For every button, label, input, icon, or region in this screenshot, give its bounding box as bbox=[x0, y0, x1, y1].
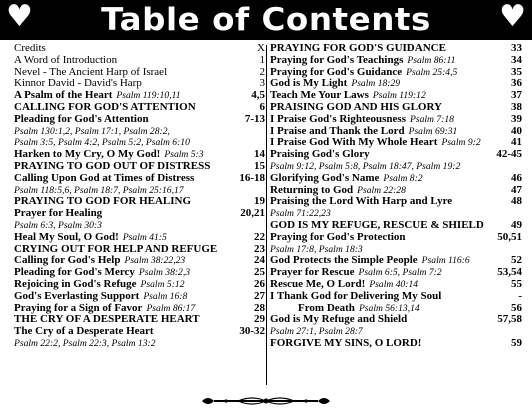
toc-entry bbox=[14, 173, 265, 185]
toc-entry-ref: Psalm 6:5, Psalm 7:2 bbox=[358, 267, 442, 279]
toc-entry-title bbox=[14, 173, 194, 185]
toc-entry bbox=[270, 196, 522, 208]
toc-entry-text: God is My Refuge and Shield bbox=[270, 313, 408, 326]
toc-page-number: 30-32 bbox=[239, 325, 265, 338]
toc-entry-text: Psalm 130:1,2, Psalm 17:1, Psalm 28:2, bbox=[14, 125, 170, 137]
toc-entry-text: I Praise and Thank the Lord bbox=[270, 124, 405, 137]
toc-entry-text: A Word of Introduction bbox=[14, 53, 118, 66]
toc-entry-text: PRAISING GOD AND HIS GLORY bbox=[270, 100, 442, 113]
toc-entry-text: Psalm 27:1, Psalm 28:7 bbox=[270, 326, 363, 338]
toc-entry-text: Psalm 9:12, Psalm 5:8, Psalm 18:47, Psalm 19:2 bbox=[270, 160, 461, 172]
toc-psalm-refs bbox=[14, 126, 265, 138]
toc-entry-text: I Thank God for Delivering My Soul bbox=[270, 289, 442, 302]
toc-entry-text: I Praise God With My Whole Heart bbox=[270, 136, 438, 149]
toc-entry-text: Glorifying God's Name bbox=[270, 171, 380, 184]
toc-page-number: 46 bbox=[511, 171, 522, 184]
toc-psalm-refs bbox=[14, 338, 265, 350]
toc-entry-title bbox=[14, 114, 149, 126]
toc-entry-ref: Psalm 116:6 bbox=[421, 255, 470, 267]
toc-entry-text: Pleading for God's Attention bbox=[14, 112, 149, 125]
toc-page-number: 22 bbox=[254, 230, 265, 243]
toc-right-column bbox=[270, 43, 522, 350]
page-header bbox=[0, 0, 532, 40]
toc-entry-text: Praying for God's Protection bbox=[270, 230, 406, 243]
toc-entry-text: PRAYING TO GOD FOR HEALING bbox=[14, 195, 192, 208]
toc-page-number: 2 bbox=[259, 65, 265, 78]
toc-page-number: 42-45 bbox=[496, 148, 522, 161]
toc-entry-text: PRAYING FOR GOD'S GUIDANCE bbox=[270, 42, 446, 54]
toc-entry-text: Teach Me Your Laws bbox=[270, 89, 369, 102]
toc-page-number: 47 bbox=[511, 183, 522, 196]
toc-page-number: 1 bbox=[259, 53, 265, 66]
toc-page-number: 29 bbox=[254, 313, 265, 326]
toc-page-number: 39 bbox=[511, 112, 522, 125]
toc-page-number: 15 bbox=[254, 159, 265, 172]
toc-entry-ref: Psalm 41:5 bbox=[122, 231, 167, 243]
toc-section-heading bbox=[270, 338, 522, 350]
toc-entry-text: Praying for a Sign of Favor bbox=[14, 301, 143, 314]
toc-page-number: 20,21 bbox=[240, 207, 265, 220]
toc-page-number: 25 bbox=[254, 266, 265, 279]
toc-entry bbox=[270, 149, 522, 161]
toc-entry-ref: Psalm 69:31 bbox=[408, 125, 458, 137]
toc-page-number: 52 bbox=[511, 254, 522, 267]
toc-entry-ref: Psalm 22:28 bbox=[357, 184, 406, 196]
toc-page-number: 38 bbox=[511, 100, 522, 113]
toc-entry-text: Kinnor David - David's Harp bbox=[14, 77, 142, 90]
toc-page-number: 59 bbox=[511, 336, 522, 349]
toc-page-number: X bbox=[257, 42, 265, 54]
toc-entry-ref: Psalm 38:22,23 bbox=[124, 255, 186, 267]
toc-entry-text: Psalm 71:22,23 bbox=[270, 208, 331, 220]
toc-entry-text: Prayer for Rescue bbox=[270, 266, 355, 279]
toc-page-number: 41 bbox=[511, 136, 522, 149]
toc-page-number: 48 bbox=[511, 195, 522, 208]
toc-entry-title bbox=[14, 326, 154, 338]
toc-entry-text: From Death bbox=[298, 301, 355, 314]
toc-page-number: 50,51 bbox=[497, 230, 522, 243]
toc-entry-text: Rejoicing in God's Refuge bbox=[14, 277, 137, 290]
toc-entry-text: GOD IS MY REFUGE, RESCUE & SHIELD bbox=[270, 218, 484, 231]
toc-entry-text: Psalm 118:5,6, Psalm 18:7, Psalm 25:16,17 bbox=[14, 184, 184, 196]
toc-entry-ref: Psalm 38:2,3 bbox=[138, 267, 191, 279]
toc-entry-title bbox=[270, 149, 370, 161]
toc-entry bbox=[14, 326, 265, 338]
toc-entry-text: God Protects the Simple People bbox=[270, 254, 418, 267]
toc-page-number: 26 bbox=[254, 277, 265, 290]
toc-entry-ref: Psalm 8:2 bbox=[383, 172, 423, 184]
toc-entry-ref: Psalm 7:18 bbox=[410, 113, 454, 125]
toc-entry-text: Psalm 6:3, Psalm 30:3 bbox=[14, 219, 102, 231]
toc-entry-ref: Psalm 16:8 bbox=[143, 290, 188, 302]
toc-entry-text: PRAYING TO GOD OUT OF DISTRESS bbox=[14, 159, 211, 172]
toc-entry-text: I Praise God's Righteousness bbox=[270, 112, 406, 125]
toc-page-number: 35 bbox=[511, 65, 522, 78]
toc-entry-text: Nevel - The Ancient Harp of Israel bbox=[14, 65, 168, 78]
toc-page-number: 53,54 bbox=[497, 266, 522, 279]
toc-page-number: 19 bbox=[254, 195, 265, 208]
toc-entry bbox=[14, 114, 265, 126]
toc-entry-text: Prayer for Healing bbox=[14, 207, 103, 220]
toc-entry-title bbox=[14, 126, 170, 138]
toc-entry-text: Heal My Soul, O God! bbox=[14, 230, 119, 243]
toc-page-number: 49 bbox=[511, 218, 522, 231]
toc-entry-title bbox=[270, 314, 407, 326]
toc-page-number: 33 bbox=[511, 42, 522, 54]
toc-entry-text: Harken to My Cry, O My God! bbox=[14, 148, 161, 161]
toc-entry-text: CALLING FOR GOD'S ATTENTION bbox=[14, 100, 196, 113]
toc-entry-ref: Psalm 86:11 bbox=[407, 54, 456, 66]
toc-entry-title bbox=[270, 232, 406, 244]
toc-entry bbox=[14, 208, 265, 220]
toc-entry-text: Calling Upon God at Times of Distress bbox=[14, 171, 195, 184]
toc-entry-title bbox=[270, 338, 421, 350]
toc-entry-text: Returning to God bbox=[270, 183, 354, 196]
toc-entry-text: Psalm 22:2, Psalm 22:3, Psalm 13:2 bbox=[14, 337, 156, 349]
toc-entry-text: FORGIVE MY SINS, O LORD! bbox=[270, 336, 422, 349]
toc-entry-title bbox=[14, 208, 102, 220]
toc-page-number: 16-18 bbox=[239, 171, 265, 184]
toc-entry-title bbox=[270, 196, 452, 208]
toc-entry-ref: Psalm 119:12 bbox=[372, 90, 426, 102]
toc-page-number: - bbox=[518, 289, 522, 302]
toc-entry bbox=[270, 314, 522, 326]
toc-page-number: 34 bbox=[511, 53, 522, 66]
toc-entry-text: CRYING OUT FOR HELP AND REFUGE bbox=[14, 242, 218, 255]
toc-page-number: 37 bbox=[511, 89, 522, 102]
toc-entry-text: Calling for God's Help bbox=[14, 254, 121, 267]
toc-page-number: 6 bbox=[259, 100, 265, 113]
toc-entry-text: Rescue Me, O Lord! bbox=[270, 277, 366, 290]
toc-page-number: 23 bbox=[254, 242, 265, 255]
toc-entry-ref: Psalm 119:10,11 bbox=[116, 90, 181, 102]
scroll-ornament-icon bbox=[198, 395, 334, 407]
toc-entry-ref: Psalm 40:14 bbox=[369, 278, 419, 290]
toc-page-number: 56 bbox=[511, 301, 522, 314]
toc-entry-text: God is My Light bbox=[270, 77, 348, 90]
page-title: Table of Contents bbox=[101, 2, 431, 38]
toc-entry-ref: Psalm 18:29 bbox=[351, 78, 401, 90]
toc-entry-text: THE CRY OF A DESPERATE HEART bbox=[14, 313, 200, 326]
toc-entry-title bbox=[14, 338, 156, 350]
toc-entry-text: Pleading for God's Mercy bbox=[14, 266, 135, 279]
toc-left-column bbox=[14, 43, 265, 350]
toc-entry bbox=[270, 232, 522, 244]
toc-page-number: 24 bbox=[254, 254, 265, 267]
toc-entry-text: Praying for God's Teachings bbox=[270, 53, 404, 66]
toc-page-number: 7-13 bbox=[244, 112, 265, 125]
toc-entry-text: The Cry of a Desperate Heart bbox=[14, 325, 154, 338]
toc-entry-ref: Psalm 86:17 bbox=[146, 302, 196, 314]
toc-entry-ref: Psalm 56:13,14 bbox=[358, 302, 420, 314]
toc-page-number: 28 bbox=[254, 301, 265, 314]
toc-entry-ref: Psalm 5:3 bbox=[164, 149, 204, 161]
toc-entry-text: Praising the Lord With Harp and Lyre bbox=[270, 195, 453, 208]
toc-entry-text: Psalm 3:5, Psalm 4:2, Psalm 5:2, Psalm 6:10 bbox=[14, 137, 190, 149]
heart-icon: ♥ bbox=[6, 0, 33, 34]
toc-page-number: 4,5 bbox=[251, 89, 265, 102]
toc-entry-text: A Psalm of the Heart bbox=[14, 89, 113, 102]
toc-entry-text: Praising God's Glory bbox=[270, 148, 370, 161]
toc-entry-text: Praying for God's Guidance bbox=[270, 65, 403, 78]
toc-entry-text: Psalm 17:8, Psalm 18:3 bbox=[270, 243, 363, 255]
toc-entry-ref: Psalm 5:12 bbox=[140, 278, 185, 290]
toc-entry-ref: Psalm 9:2 bbox=[441, 137, 481, 149]
column-divider bbox=[266, 45, 267, 385]
heart-icon: ♥ bbox=[499, 0, 526, 34]
toc-page-number: 36 bbox=[511, 77, 522, 90]
toc-page-number: 3 bbox=[259, 77, 265, 90]
toc-page-number: 55 bbox=[511, 277, 522, 290]
toc-entry-text: God's Everlasting Support bbox=[14, 289, 140, 302]
toc-entry-text: Credits bbox=[14, 42, 46, 54]
toc-page-number: 14 bbox=[254, 148, 265, 161]
toc-page-number: 27 bbox=[254, 289, 265, 302]
toc-entry-title bbox=[270, 291, 441, 303]
toc-page-number: 40 bbox=[511, 124, 522, 137]
toc-page-number: 57,58 bbox=[497, 313, 522, 326]
toc-entry-ref: Psalm 25:4,5 bbox=[406, 66, 458, 78]
